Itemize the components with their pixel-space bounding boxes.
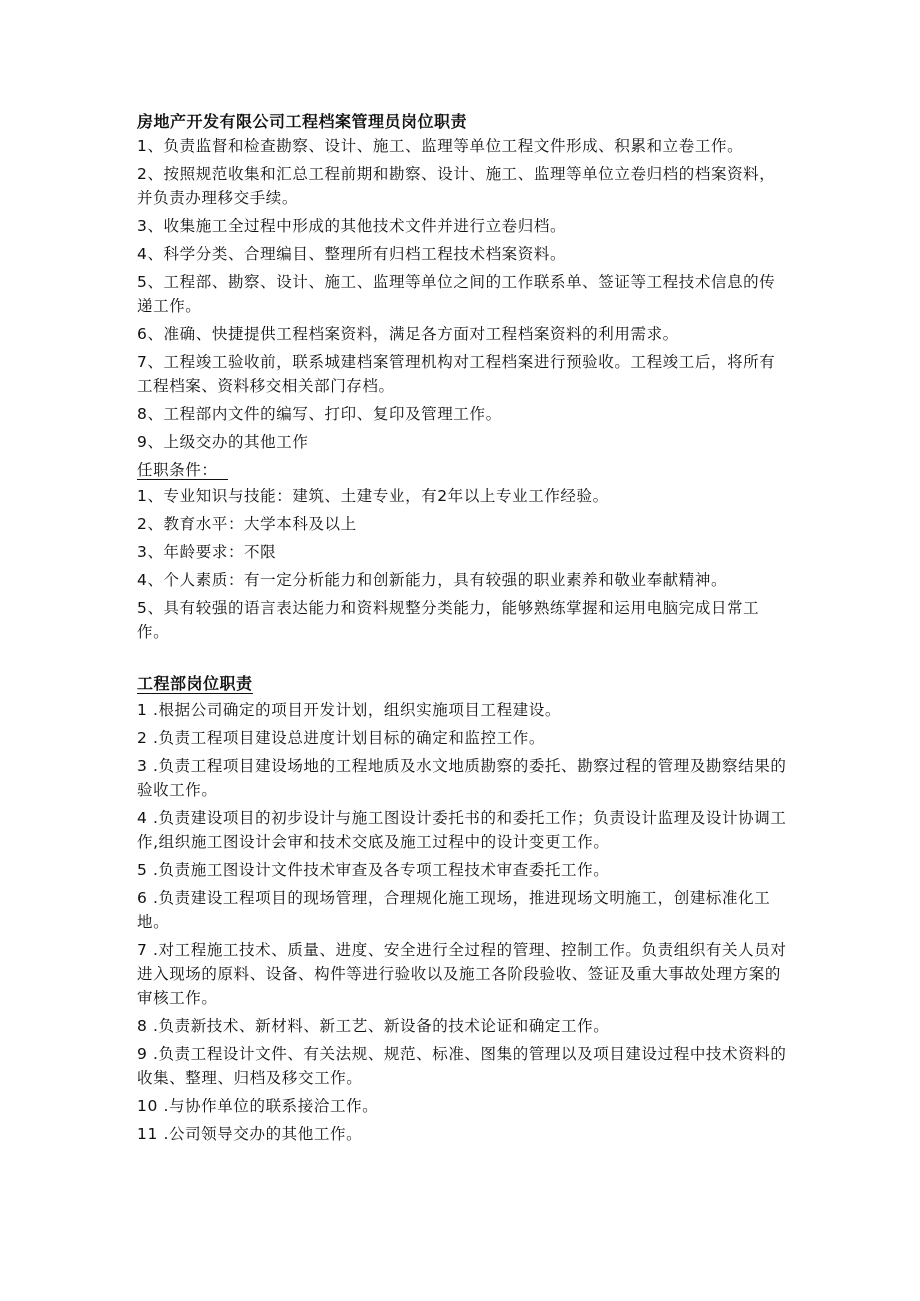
section1-duty-item: 1、负责监督和检查勘察、设计、施工、监理等单位工程文件形成、积累和立卷工作。: [137, 137, 744, 155]
section2-duty-item: 9 .负责工程设计文件、有关法规、规范、标准、图集的管理以及项目建设过程中技术资料的收集、整理、归档及移交工作。: [137, 1045, 787, 1087]
section2-duties-list: [137, 698, 787, 1146]
section-spacer: [137, 648, 787, 672]
section1-duties-list: [137, 134, 787, 454]
document-page: [137, 110, 787, 1150]
section1-duty-item: 7、工程竣工验收前，联系城建档案管理机构对工程档案进行预验收。工程竣工后，将所有工程档案、资料移交相关部门存档。: [137, 353, 776, 395]
section1-title: 房地产开发有限公司工程档案管理员岗位职责: [137, 112, 468, 131]
section1-duty-item: 4、科学分类、合理编目、整理所有归档工程技术档案资料。: [137, 245, 567, 263]
section1-duty-item: 2、按照规范收集和汇总工程前期和勘察、设计、施工、监理等单位立卷归档的档案资料，并负责办理移交手续。: [137, 165, 776, 207]
requirements-list: [137, 484, 787, 644]
requirements-heading: [137, 458, 787, 482]
section2-duty-item: 11 .公司领导交办的其他工作。: [137, 1125, 363, 1143]
section1-duty-item: 8、工程部内文件的编写、打印、复印及管理工作。: [137, 405, 502, 423]
section2-duty-item: 2 .负责工程项目建设总进度计划目标的确定和监控工作。: [137, 729, 545, 747]
requirement-item: 4、个人素质：有一定分析能力和创新能力，具有较强的职业素养和敬业奉献精神。: [137, 571, 728, 589]
requirement-item: 2、教育水平：大学本科及以上: [137, 515, 357, 533]
requirements-heading-text: 任职条件：: [137, 461, 228, 480]
section2-title: [137, 672, 787, 696]
requirement-item: 3、年龄要求：不限: [137, 543, 277, 561]
section2-duty-item: 6 .负责建设工程项目的现场管理，合理规化施工现场，推进现场文明施工，创建标准化工地。: [137, 889, 771, 931]
section2-duty-item: 4 .负责建设项目的初步设计与施工图设计委托书的和委托工作；负责设计监理及设计协调工作,组织施工图设计会审和技术交底及施工过程中的设计变更工作。: [137, 809, 787, 851]
requirement-item: 5、具有较强的语言表达能力和资料规整分类能力，能够熟练掌握和运用电脑完成日常工作。: [137, 599, 760, 641]
section2-duty-item: 1 .根据公司确定的项目开发计划，组织实施项目工程建设。: [137, 701, 562, 719]
section1-duty-item: 5、工程部、勘察、设计、施工、监理等单位之间的工作联系单、签证等工程技术信息的传递工作。: [137, 273, 776, 315]
section2-duty-item: 3 .负责工程项目建设场地的工程地质及水文地质勘察的委托、勘察过程的管理及勘察结果的验收工作。: [137, 757, 787, 799]
section1-duty-item: 3、收集施工全过程中形成的其他技术文件并进行立卷归档。: [137, 217, 567, 235]
section1-duty-item: 6、准确、快捷提供工程档案资料，满足各方面对工程档案资料的利用需求。: [137, 325, 679, 343]
section2-duty-item: 8 .负责新技术、新材料、新工艺、新设备的技术论证和确定工作。: [137, 1017, 610, 1035]
section2-duty-item: 7 .对工程施工技术、质量、进度、安全进行全过程的管理、控制工作。负责组织有关人员对进入现场的原料、设备、构件等进行验收以及施工各阶段验收、签证及重大事故处理方案的审核工作。: [137, 941, 787, 1007]
section1-duty-item: 9、上级交办的其他工作: [137, 433, 309, 451]
section2-duty-item: 5 .负责施工图设计文件技术审查及各专项工程技术审查委托工作。: [137, 861, 610, 879]
section2-duty-item: 10 .与协作单位的联系接洽工作。: [137, 1097, 379, 1115]
requirement-item: 1、专业知识与技能：建筑、土建专业，有2年以上专业工作经验。: [137, 487, 609, 505]
section2-title-text: 工程部岗位职责: [137, 674, 253, 693]
